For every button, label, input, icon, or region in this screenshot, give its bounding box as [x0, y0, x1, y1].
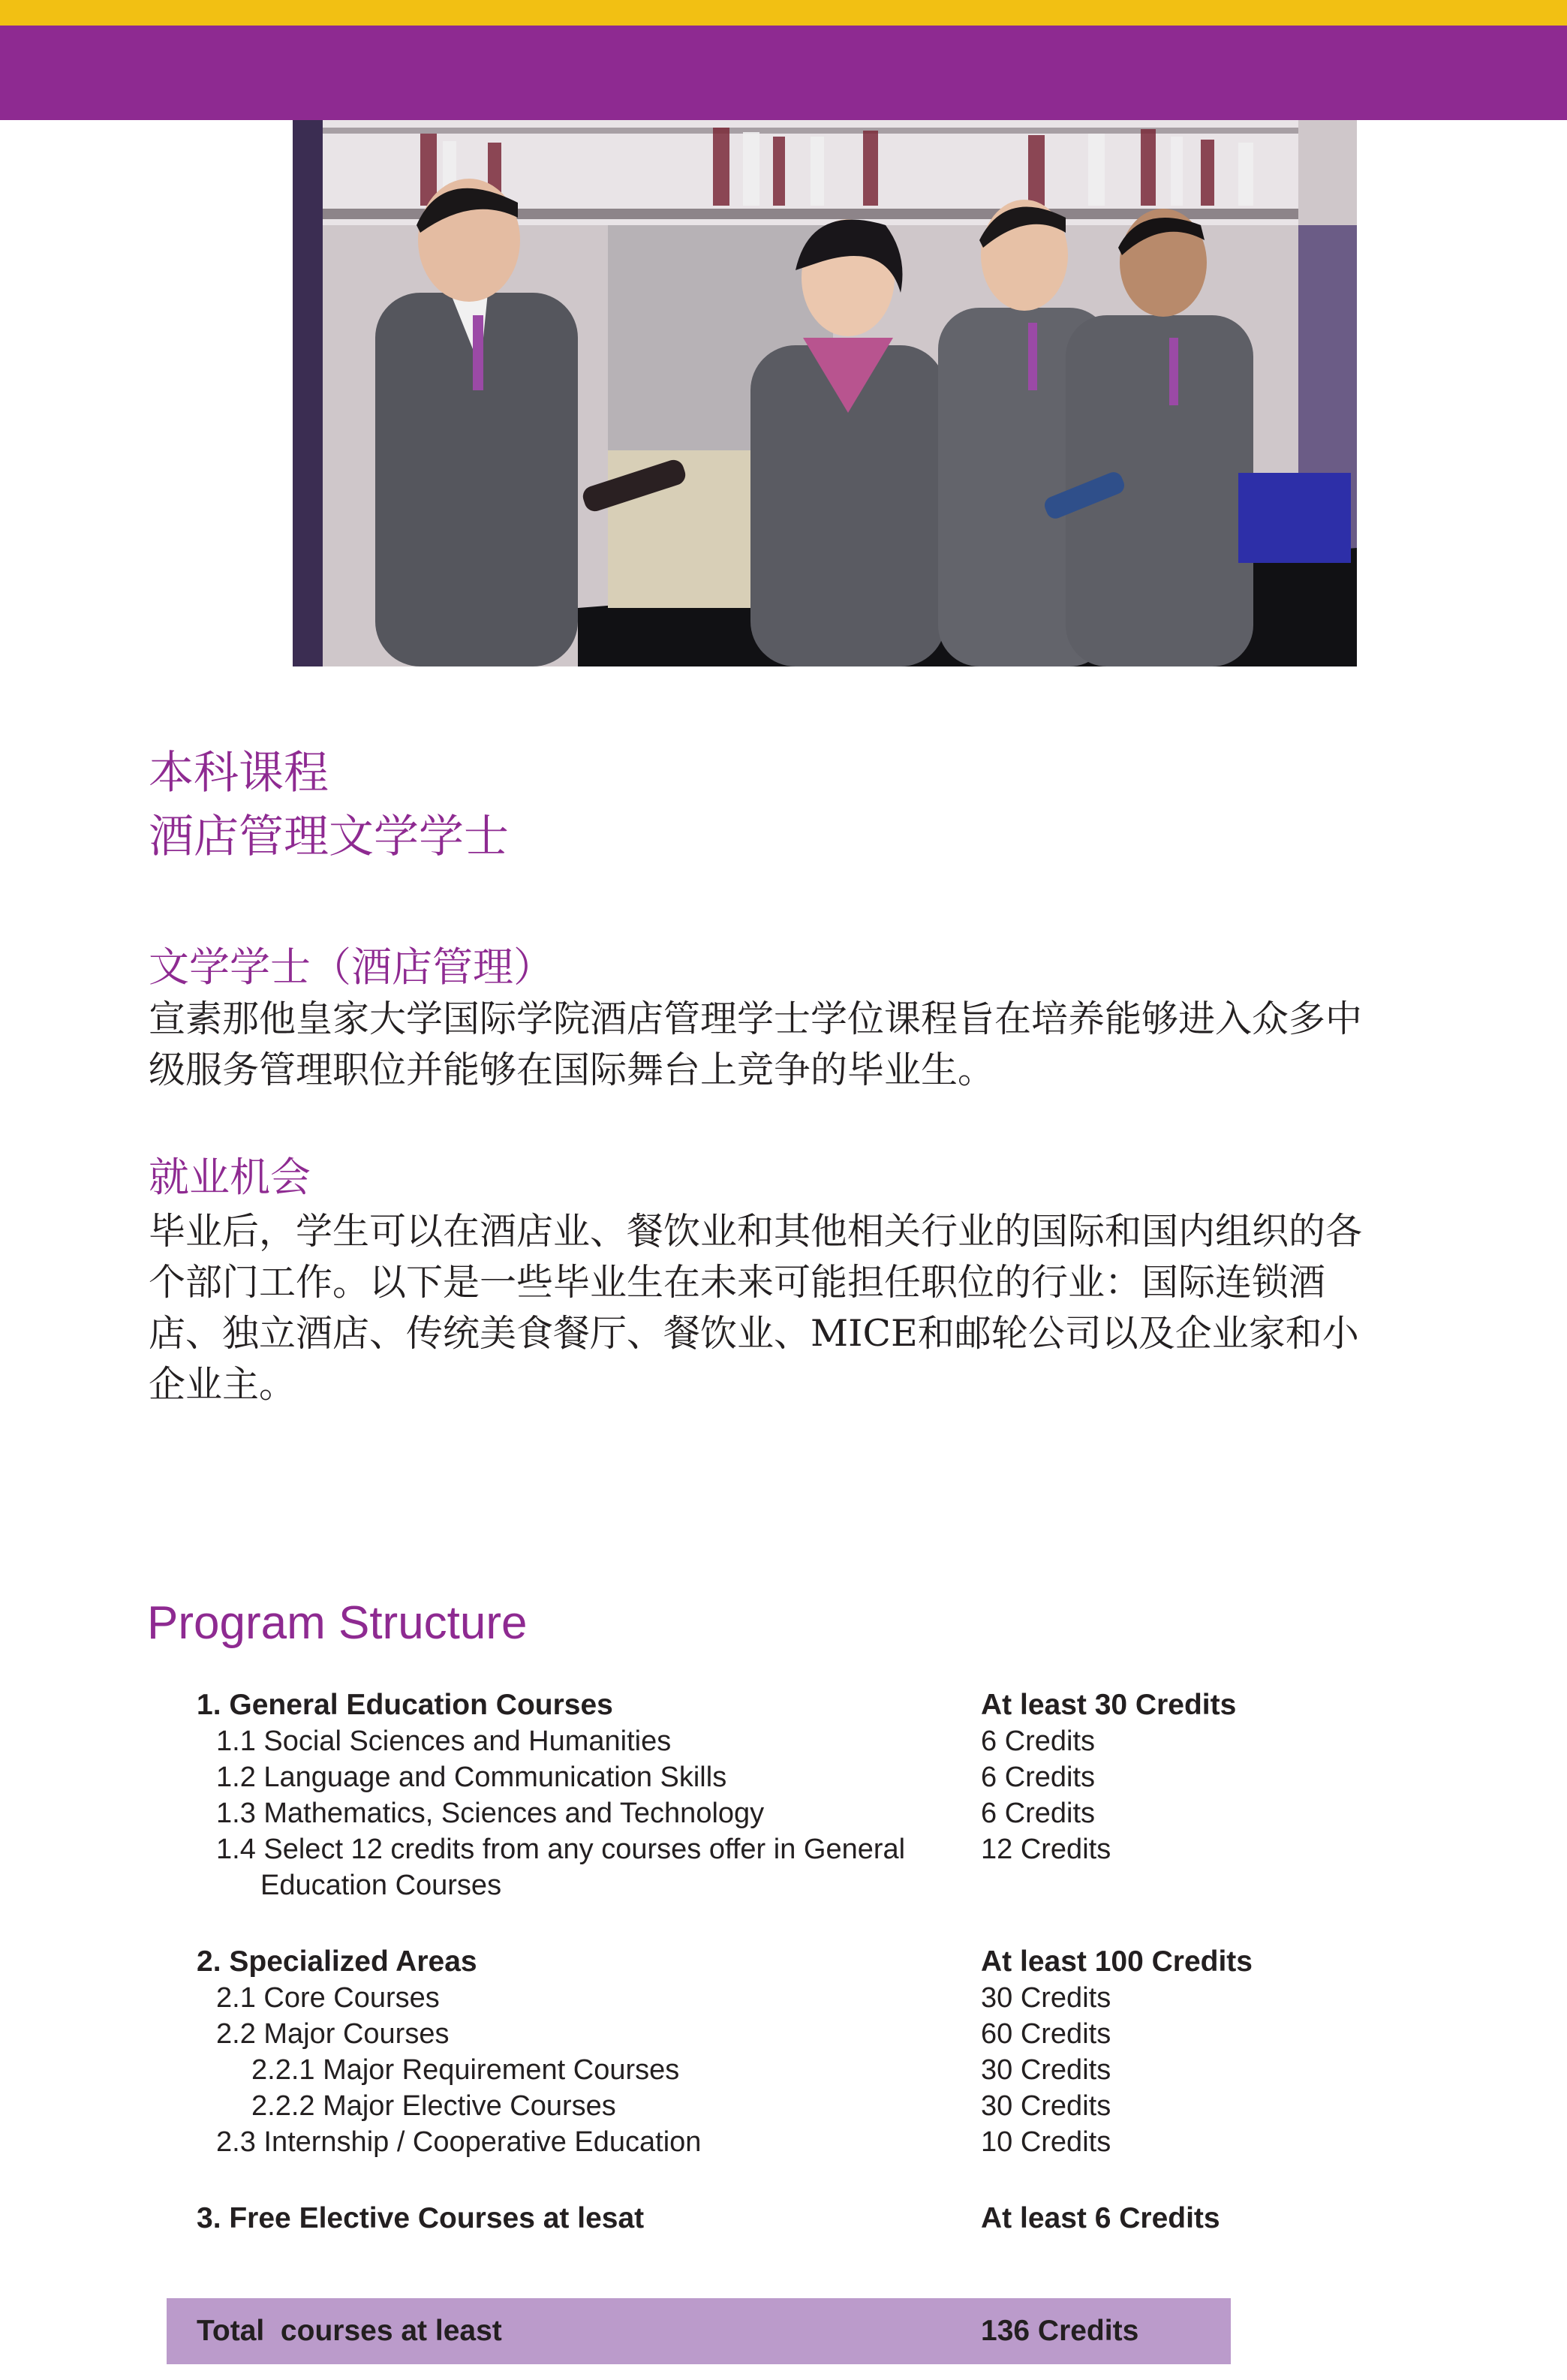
row-label: 2.3 Internship / Cooperative Education: [216, 2126, 702, 2158]
page-title-line1: 本科课程: [149, 747, 329, 799]
row-credits: 12 Credits: [981, 1834, 1111, 1865]
table-row: [0, 1980, 1567, 2016]
row-label: 1. General Education Courses: [197, 1689, 613, 1721]
row-credits: 30 Credits: [981, 2090, 1111, 2122]
career-description: 毕业后，学生可以在酒店业、餐饮业和其他相关行业的国际和国内组织的各个部门工作。以下是一些毕业生在未来可能担任职位的行业：国际连锁酒店、独立酒店、传统美食餐厅、餐饮业、MICE和邮轮公司以及企业家和小企业主。: [149, 1210, 1363, 1406]
row-credits: 6 Credits: [981, 1762, 1096, 1793]
table-row: [0, 1687, 1567, 1723]
row-label: 2.2.2 Major Elective Courses: [251, 2090, 616, 2122]
program-structure-title: Program Structure: [147, 1597, 528, 1649]
total-credits-bar: [167, 2298, 1231, 2364]
row-credits: 30 Credits: [981, 2054, 1111, 2086]
row-label: 1.3 Mathematics, Sciences and Technology: [216, 1798, 765, 1829]
degree-heading: 文学学士（酒店管理）: [149, 943, 554, 991]
row-label: 1.2 Language and Communication Skills: [216, 1762, 727, 1793]
row-credits: 30 Credits: [981, 1982, 1111, 2014]
degree-description: 宣素那他皇家大学国际学院酒店管理学士学位课程旨在培养能够进入众多中级服务管理职位并能够在国际舞台上竞争的毕业生。: [149, 997, 1363, 1091]
table-row: [0, 1759, 1567, 1795]
table-row: [0, 2201, 1567, 2237]
table-row: [0, 1831, 1567, 1867]
row-credits: At least 100 Credits: [981, 1945, 1253, 1978]
row-label: 2. Specialized Areas: [197, 1945, 477, 1978]
table-row: [0, 1795, 1567, 1831]
row-credits: 60 Credits: [981, 2018, 1111, 2050]
row-label-continuation: Education Courses: [260, 1870, 502, 1901]
row-label: 1.4 Select 12 credits from any courses offer in General: [216, 1834, 906, 1865]
hero-photo: [293, 120, 1357, 666]
row-label: 1.1 Social Sciences and Humanities: [216, 1726, 672, 1757]
table-row: [0, 2124, 1567, 2160]
table-row: [0, 2052, 1567, 2088]
row-credits: 6 Credits: [981, 1798, 1096, 1829]
row-label: 2.1 Core Courses: [216, 1982, 440, 2014]
row-credits: 10 Credits: [981, 2126, 1111, 2158]
career-heading: 就业机会: [149, 1154, 311, 1201]
total-label: Total courses at least: [197, 2315, 502, 2347]
row-label: 2.2 Major Courses: [216, 2018, 450, 2050]
row-credits: 6 Credits: [981, 1726, 1096, 1757]
table-row: [0, 1944, 1567, 1980]
row-label: 2.2.1 Major Requirement Courses: [251, 2054, 680, 2086]
students-at-bar-illustration: [293, 120, 1357, 666]
table-row-continuation: [0, 1867, 1567, 1903]
row-credits: At least 6 Credits: [981, 2202, 1220, 2234]
table-row: [0, 2016, 1567, 2052]
top-accent-bar: [0, 0, 1567, 26]
page-title-line2: 酒店管理文学学士: [149, 811, 509, 863]
row-credits: At least 30 Credits: [981, 1689, 1237, 1721]
total-credits: 136 Credits: [981, 2315, 1139, 2347]
header-band: [0, 26, 1567, 120]
table-row: [0, 2088, 1567, 2124]
table-row: [0, 1723, 1567, 1759]
row-label: 3. Free Elective Courses at lesat: [197, 2202, 645, 2234]
